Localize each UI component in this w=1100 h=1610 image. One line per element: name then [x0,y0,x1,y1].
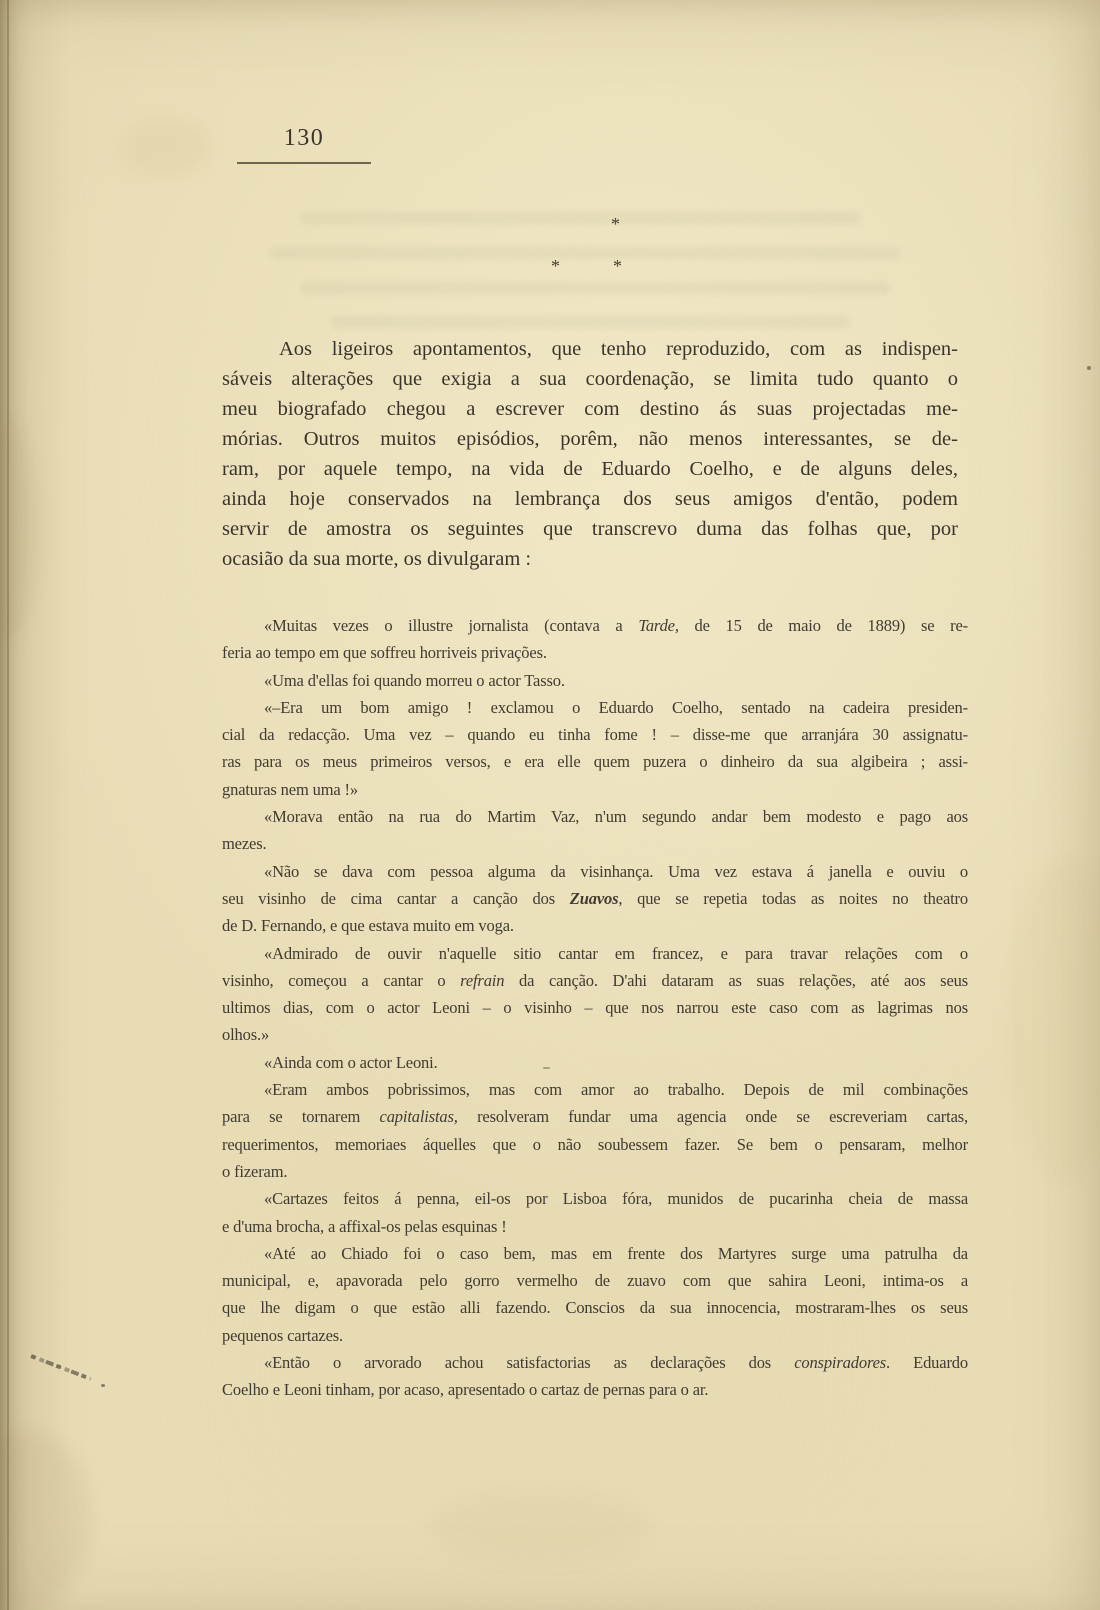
text-line: gnaturas nem uma !» [222,779,358,799]
text-line: seu visinho de cima cantar a canção dos Zuavos, que se repetia todas as noites no theatro [222,888,968,908]
paper-stain [1010,860,1100,1180]
text-line: e d'uma brocha, a affixal-os pelas esquinas ! [222,1216,507,1236]
text-line: «Então o arvorado achou satisfactorias as declarações dos conspiradores. Eduardo [264,1353,968,1373]
text-line: ocasião da sua morte, os divulgaram : [222,548,532,570]
text-line: requerimentos, memoriaes áquelles que o não soubessem fazer. Se bem o pensaram, melhor [222,1134,968,1154]
pencil-mark [30,1354,91,1381]
paper-stain [120,120,210,175]
text-line: ram, por aquele tempo, na vida de Eduardo Coelho, e de alguns deles, [222,458,958,480]
divider-star-bottom-right: * [613,256,622,276]
divider-star-top: * [611,214,620,234]
text-line: mezes. [222,834,267,854]
page-number-block [237,125,371,164]
text-line: «Uma d'ellas foi quando morreu o actor Tasso. [264,670,565,690]
text-line: «Morava então na rua do Martim Vaz, n'um segundo andar bem modesto e pago aos [264,807,968,827]
showthrough-text-ghost [330,316,850,328]
text-line: servir de amostra os seguintes que transcrevo duma das folhas que, por [222,518,958,540]
text-line: que lhe digam o que estão alli fazendo. Conscios da sua innocencia, mostraram-lhes os seus [222,1298,968,1318]
text-line: municipal, e, apavorada pelo gorro vermelho de zuavo com que sahira Leoni, intima-os a [222,1271,968,1291]
text-line: Aos ligeiros apontamentos, que tenho reproduzido, com as indispen- [279,338,958,360]
text-line: sáveis alterações que exigia a sua coordenação, se limita tudo quanto o [222,368,958,390]
text-line: olhos.» [222,1025,270,1045]
binding-edge-shadow [0,0,30,1610]
text-line: «Eram ambos pobrissimos, mas com amor ao trabalho. Depois de mil combinações [264,1080,968,1100]
quoted-text-block [222,612,968,1404]
text-line: para se tornarem capitalistas, resolveram fundar uma agencia onde se escreveriam cartas, [222,1107,968,1127]
showthrough-text-ghost [270,247,900,259]
text-line: pequenos cartazes. [222,1325,343,1345]
text-line: ainda hoje conservados na lembrança dos seus amigos d'então, podem [222,488,958,510]
text-line: Coelho e Leoni tinham, por acaso, apresentado o cartaz de pernas para o ar. [222,1380,709,1400]
text-line: «Admirado de ouvir n'aquelle sitio cantar em francez, e para travar relações com o [264,943,968,963]
text-line: de D. Fernando, e que estava muito em voga. [222,916,514,936]
text-line: visinho, começou a cantar o refrain da canção. D'ahi dataram as suas relações, até aos seus [222,970,968,990]
text-line: «Ainda com o actor Leoni. [264,1052,438,1072]
paper-stain [430,1490,650,1560]
page-number: 130 [283,125,325,151]
text-line: ras para os meus primeiros versos, e era elle quem puzera o dinheiro da sua algibeira ; assi- [222,752,968,772]
text-line: ultimos dias, com o actor Leoni – o visinho – que nos narrou este caso com as lagrimas nos [222,998,968,1018]
text-line: mórias. Outros muitos episódios, porêm, não menos interessantes, se de- [222,428,958,450]
text-line: «Até ao Chiado foi o caso bem, mas em frente dos Martyres surge uma patrulha da [264,1243,968,1263]
text-line: «Cartazes feitos á penna, eil-os por Lisboa fóra, munidos de pucarinha cheia de massa [264,1189,968,1209]
text-line: meu biografado chegou a escrever com destino ás suas projectadas me- [222,398,958,420]
ink-speck [1087,366,1091,370]
text-line: feria ao tempo em que soffreu horriveis privações. [222,643,547,663]
binding-edge-line [7,0,9,1610]
showthrough-text-ghost [300,282,890,294]
text-line: «Não se dava com pessoa alguma da visinhança. Uma vez estava á janella e ouviu o [264,861,968,881]
text-line: cial da redacção. Uma vez – quando eu tinha fome ! – disse-me que arranjára 30 assignatu- [222,725,968,745]
main-paragraph [222,334,958,574]
text-line: o fizeram. [222,1161,288,1181]
pencil-mark-dot [101,1384,105,1387]
text-line: «–Era um bom amigo ! exclamou o Eduardo Coelho, sentado na cadeira presiden- [264,697,968,717]
divider-star-bottom-left: * [551,256,560,276]
showthrough-text-ghost [300,212,860,224]
text-line: «Muitas vezes o illustre jornalista (contava a Tarde, de 15 de maio de 1889) se re- [264,616,969,635]
